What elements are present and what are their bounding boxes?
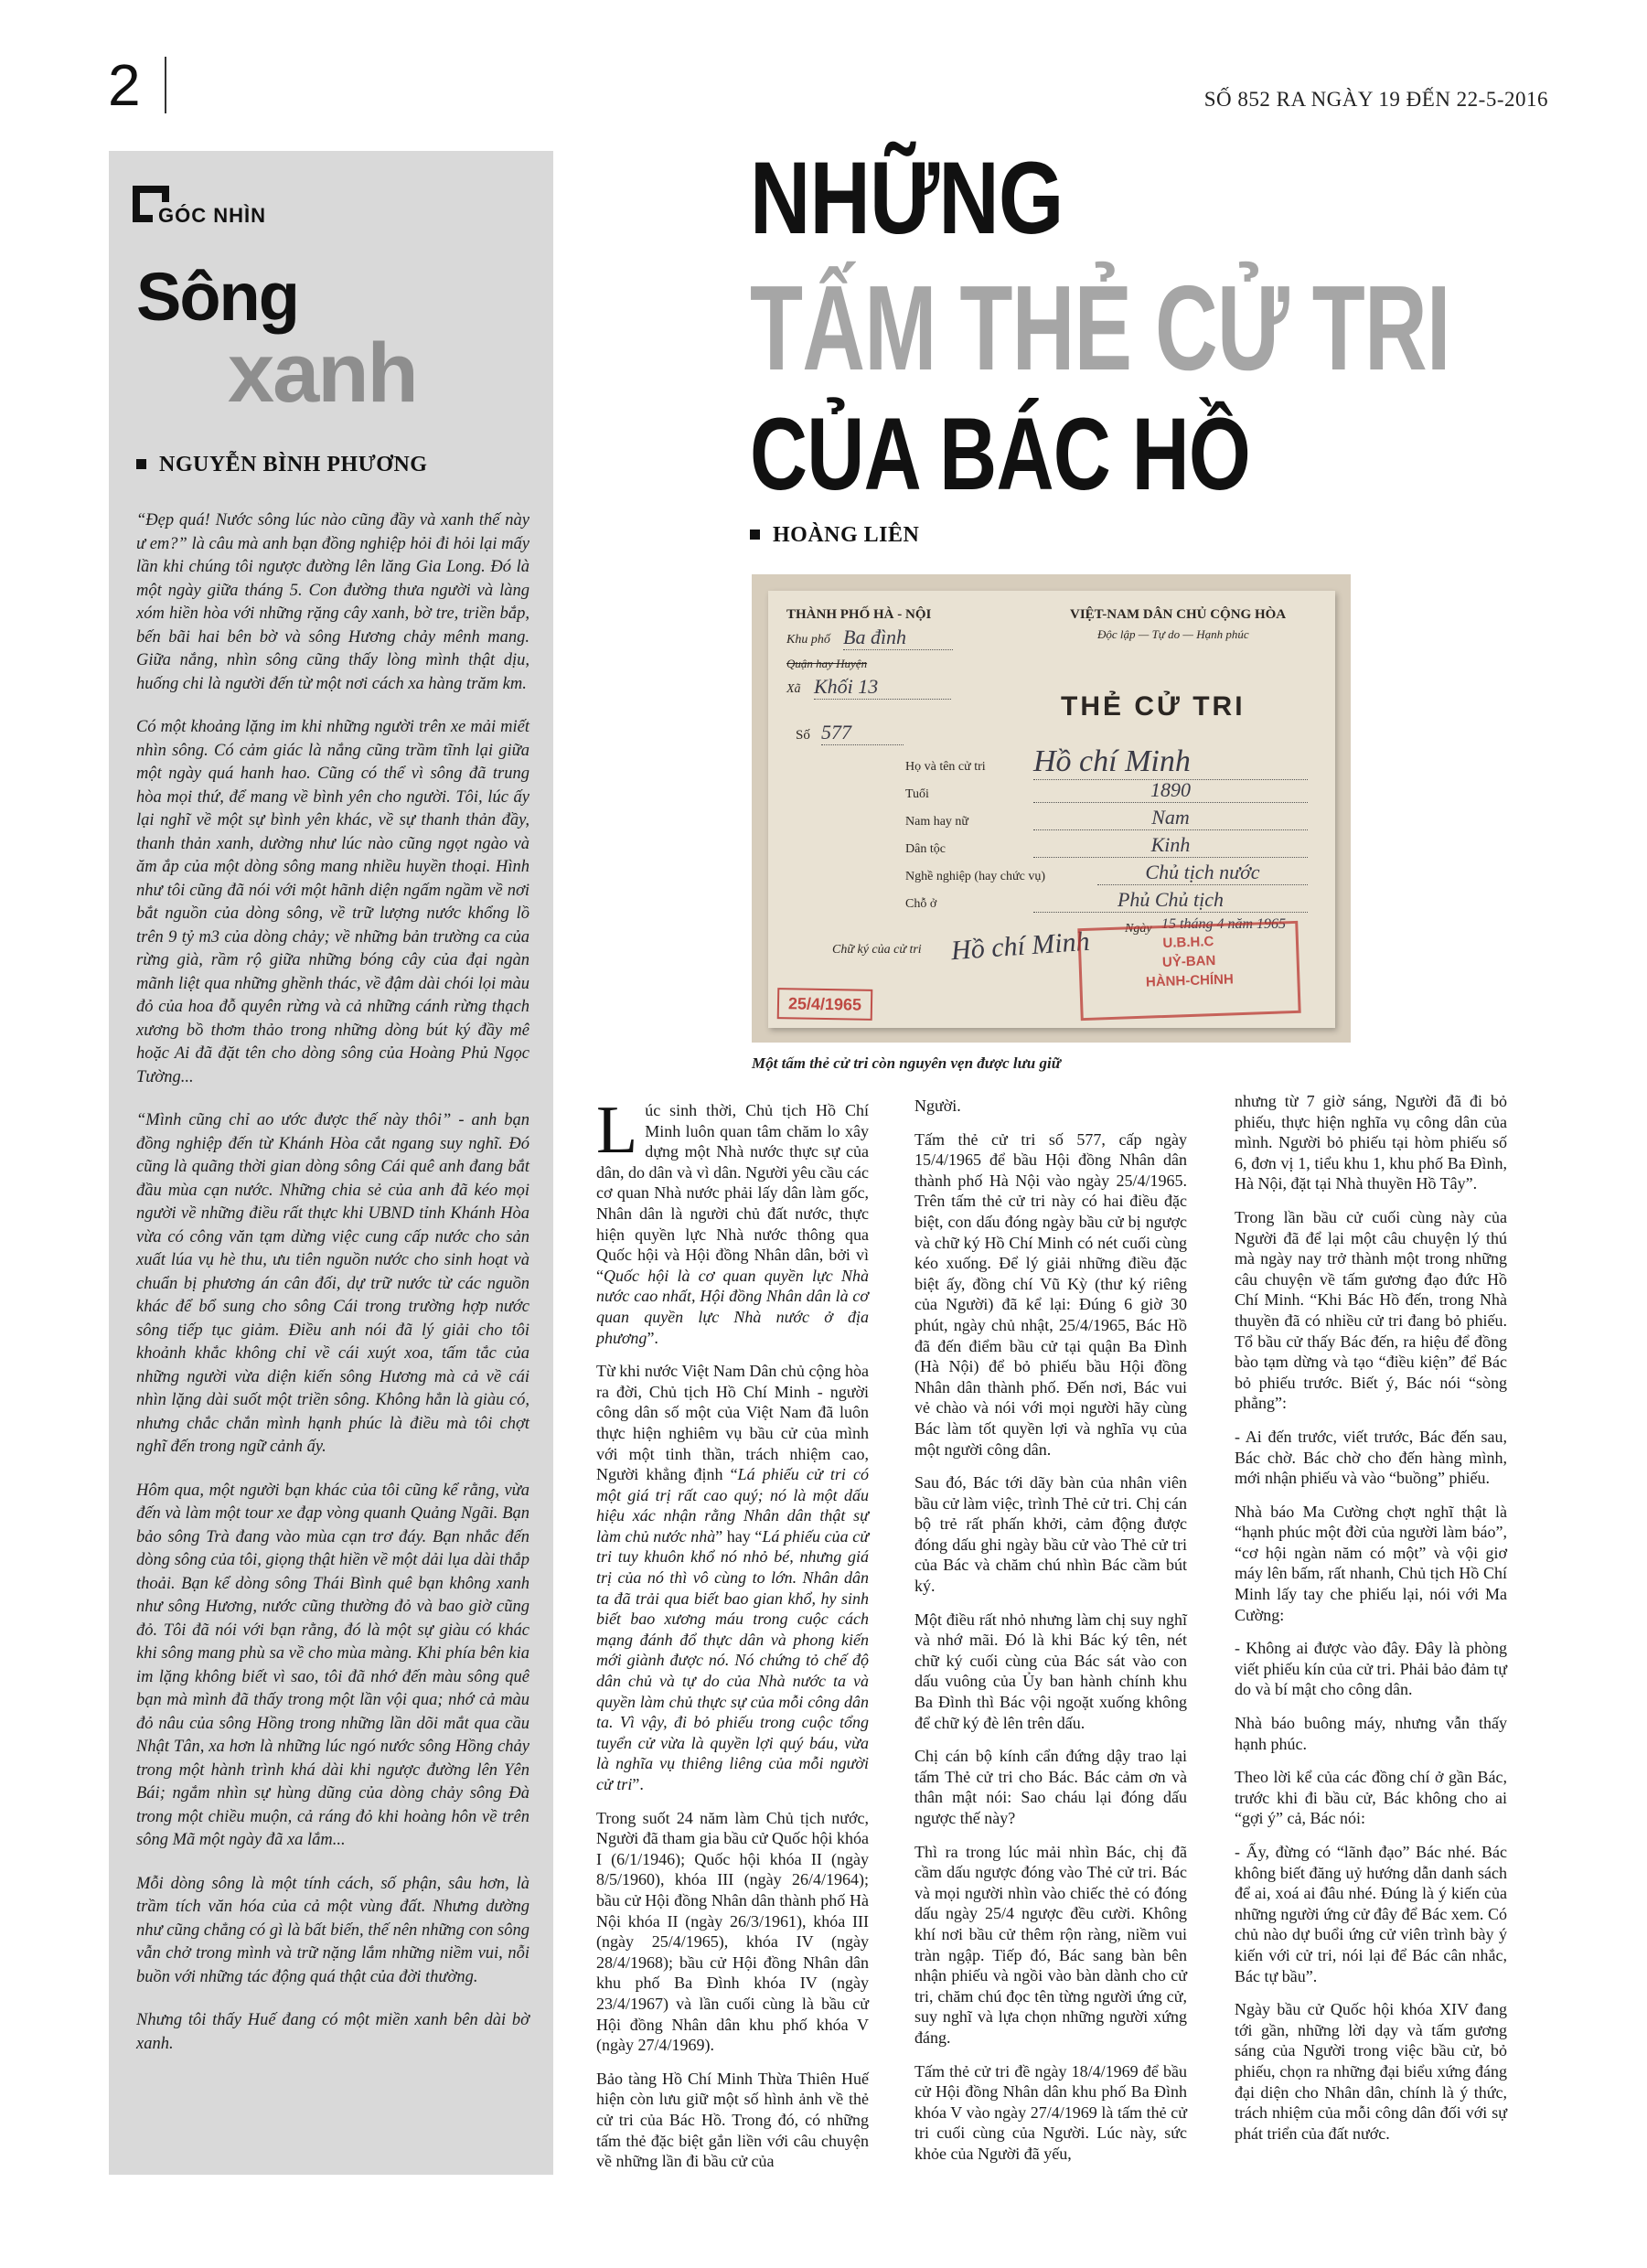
article-paragraph: Theo lời kể của các đồng chí ở gần Bác, trước khi đi bầu cử, Bác không cho ai “gợi ý” cả, Bác nói:: [1235, 1768, 1507, 1828]
article-paragraph: - Ấy, đừng có “lãnh đạo” Bác nhé. Bác không biết đăng uỷ hướng dẫn danh sách để ai, xoá ai đâu nhé. Đúng là ý kiến của những người ứng cử đây để Bác xem. Có chủ nào dự buổi ứng cử viên trình bày ý kiến với cử tri, nói lại để Bác cân nhắc, Bác tự bầu”.: [1235, 1843, 1507, 1985]
card-quan-label: Quận hay Huyện: [786, 657, 868, 670]
article-column-2: [914, 1096, 1187, 2177]
sidebar-paragraph: Có một khoảng lặng im khi những người trên xe mải miết nhìn sông. Có cảm giác là nắng cũng trầm tĩnh lại giữa một ngày quá hanh hao. Cũng có thể vì sông đã trung hòa mọi thứ, để mang về bình yên cho người. Tôi, lúc ấy lại nghĩ về một sự bình yên khác, về sự thanh thản đầy, thanh thản xanh, dường như lúc nào cũng ngọt ngào và ăm ắp của một dòng sông mang nhiều huyền thoại. Hình như tôi cũng đã nói với một hãnh diện ngấm ngầm về nơi bắt nguồn của dòng sông, về trữ lượng nước khổng lồ trên 9 tỷ m3 của dòng chảy; về những bản trường ca của rừng già, rầm rộ giữa những bóng cây của đại ngàn mãnh liệt qua những ghềnh thác, về đậm dài chói lọi màu đỏ của hoa đỗ quyên rừng và cả những cánh rừng thạch xương bồ thơm thảo trong những dòng bút ký đầy mê hoặc Ai đã đặt tên cho dòng sông của Hoàng Phủ Ngọc Tường...: [136, 718, 529, 1086]
card-address-value: Phủ Chủ tịch: [1033, 888, 1308, 913]
bullet-square-icon: [136, 459, 146, 469]
sidebar-paragraph: “Đẹp quá! Nước sông lúc nào cũng đầy và xanh thế này ư em?” là câu mà anh bạn đồng nghiệp hỏi đi hỏi lại mấy lần khi chúng tôi ngược đường lên lăng Gia Long. Đó là một ngày giữa tháng 5. Con đường thưa người và làng xóm hiền hòa với những rặng cây xanh, bờ tre, triền bắp, bến bãi hai bên bờ và sông Hương chảy mênh mang. Giữa nắng, nhìn sông cũng thấy lòng mình thật dịu, huống chi là người đến từ một nơi cách xa hàng trăm km.: [136, 511, 529, 693]
article-paragraph: Ngày bầu cử Quốc hội khóa XIV đang tới gần, những lời dạy và tấm gương sáng của Người trong việc bầu cử, bỏ phiếu, chọn ra những đại biểu xứng đáng đại diện cho Nhân dân, chính là ý thức, trách nhiệm của mỗi công dân đối với sự phát triển của đất nước.: [1235, 2000, 1507, 2143]
quote-text: Lá phiếu cử tri có một giá trị rất cao quý; nó là một dấu hiệu xác nhận rằng Nhân dân thật sự làm chủ nước nhà: [596, 1465, 869, 1546]
card-name-value: Hồ chí Minh: [1033, 744, 1308, 780]
article-paragraph: - Không ai được vào đây. Đây là phòng viết phiếu kín của cử tri. Phải bảo đảm tự do và bí mật cho công dân.: [1235, 1639, 1507, 1699]
article-paragraph: Bảo tàng Hồ Chí Minh Thừa Thiên Huế hiện còn lưu giữ một số hình ảnh về thẻ cử tri của Bác Hồ. Trong đó, có những tấm thẻ đặc biệt gắn liền với câu chuyện về những lần đi bầu cử của: [596, 2069, 869, 2171]
stamp-line-2: UỶ-BAN: [1161, 952, 1216, 971]
text-run: ”.: [632, 1775, 644, 1793]
drop-cap: L: [596, 1093, 638, 1168]
voter-card: [768, 591, 1335, 1028]
card-date-label: Ngày: [1125, 922, 1152, 936]
article-paragraph: [596, 1361, 869, 1794]
card-number-value: 577: [821, 721, 904, 745]
signature: Hồ chí Minh: [949, 925, 1091, 967]
card-age-value: 1890: [1033, 778, 1308, 803]
article-paragraph: Chị cán bộ kính cẩn đứng dậy trao lại tấm Thẻ cử tri cho Bác. Bác cảm ơn và thân mật nói: Sao cháu lại đóng dấu ngược thế này?: [914, 1747, 1187, 1827]
voter-card-photo: [752, 574, 1351, 1043]
text-run: Từ khi nước Việt Nam Dân chủ cộng hòa ra đời, Chủ tịch Hồ Chí Minh - người công dân số một của Việt Nam đã luôn thực hiện nghiêm vụ bầu cử của mình với một tinh thần, trách nhiệm cao, Người khẳng định “: [596, 1362, 869, 1484]
article-title-line-3: CỦA BÁC HỒ: [750, 397, 1251, 511]
article-paragraph: nhưng từ 7 giờ sáng, Người đã đi bỏ phiếu, thực hiện nghĩa vụ công dân của mình. Người bỏ phiếu tại hòm phiếu số 6, đơn vị 1, tiểu khu 1, khu phố Ba Đình, Hà Nội, đặt tại Nhà thuyền Hồ Tây”.: [1235, 1092, 1507, 1193]
official-stamp: [1077, 921, 1300, 1021]
sidebar-body: [136, 509, 529, 2076]
sidebar-author-name: NGUYỄN BÌNH PHƯƠNG: [159, 453, 428, 476]
sidebar-paragraph: Mỗi dòng sông là một tính cách, số phận, sâu hơn, là trầm tích văn hóa của cả một vùng đất. Nhưng dường như cũng chẳng có gì là bất biến, thế nên những con sông vẫn chở trong mình và trữ nặng lắm những niềm vui, nỗi buồn với những tác động quá thật của đời thường.: [136, 1874, 529, 1986]
page-number-divider: [165, 57, 166, 113]
card-khu-pho-label: Khu phố: [786, 633, 830, 647]
section-label: GÓC NHÌN: [153, 202, 270, 228]
issue-line: SỐ 852 RA NGÀY 19 ĐẾN 22-5-2016: [1203, 88, 1548, 111]
article-paragraph: [596, 1093, 869, 1348]
article-column-3: [1235, 1091, 1507, 2156]
article-paragraph: Thì ra trong lúc mải nhìn Bác, chị đã cầm dấu ngược đóng vào Thẻ cử tri. Bác và mọi người nhìn vào chiếc thẻ có đóng dấu ngày 25/4 ngược đều cười. Không khí nơi bầu cử thêm rộn ràng, niềm vui tràn ngập. Tiếp đó, Bác sang bàn bên nhận phiếu và ngồi vào bàn dành cho cử tri, chăm chú đọc tên từng người ứng cử, suy nghĩ và lựa chọn những người xứng đáng.: [914, 1842, 1187, 2047]
sidebar-goc-nhin: [109, 151, 553, 2175]
card-job-label: Nghề nghiệp (hay chức vụ): [905, 870, 1045, 883]
bullet-square-icon: [750, 530, 760, 540]
sidebar-title-word-2: xanh: [228, 326, 417, 420]
article-paragraph: Sau đó, Bác tới dãy bàn của nhân viên bầu cử làm việc, trình Thẻ cử tri. Chị cán bộ trẻ rất phấn khởi, cảm động được đóng dấu ghi ngày bầu cử vào Thẻ cử tri của Bác và chăm chú nhìn Bác cầm bút ký.: [914, 1473, 1187, 1596]
article-paragraph: Tấm thẻ cử tri số 577, cấp ngày 15/4/1965 để bầu Hội đồng Nhân dân thành phố Hà Nội vào ngày 25/4/1965. Trên tấm thẻ cử tri này có hai điều đặc biệt, con dấu đóng ngày bầu cử bị ngược và chữ ký Hồ Chí Minh có nét cuối cùng kéo xuống. Để lý giải những điều đặc biệt ấy, đồng chí Vũ Kỳ (thư ký riêng của Người) đã kể lại: Đúng 6 giờ 30 phút, ngày chủ nhật, 25/4/1965, Bác Hồ đã đến điểm bầu cử tại quận Ba Đình (Hà Nội) để bỏ phiếu bầu Hội đồng Nhân dân thành phố. Đến nơi, Bác vui vẻ chào và nói với mọi người hãy cùng Bác làm tốt quyền lợi và nghĩa vụ của một người công dân.: [914, 1129, 1187, 1459]
card-right-header: VIỆT-NAM DÂN CHỦ CỘNG HÒA: [1070, 607, 1287, 622]
article-paragraph: Người.: [914, 1097, 961, 1115]
page-number: 2: [108, 52, 141, 118]
card-number-label: Số: [796, 728, 810, 743]
quote-text: Lá phiếu của cử tri tuy khuôn khổ nó nhỏ bé, nhưng giá trị của nó thì vô cùng to lớn. Nhân dân ta đã trải qua biết bao gian khổ, hy sinh biết bao xương máu trong cuộc cách mạng đánh đổ thực dân và phong kiến mới giành được nó. Nó chứng tỏ chế độ dân chủ và tự do của Nhà nước ta và quyền làm chủ thực sự của mỗi công dân ta. Vì vậy, đi bỏ phiếu trong cuộc tổng tuyển cử vừa là quyền lợi quý báu, vừa là nghĩa vụ thiêng liêng của mỗi người cử tri: [596, 1526, 870, 1793]
sidebar-author: [136, 453, 427, 477]
article-paragraph: - Ai đến trước, viết trước, Bác đến sau, Bác chờ. Bác chờ cho đến hàng mình, mới nhận phiếu và vào “buồng” phiếu.: [1235, 1427, 1507, 1488]
card-date-value: 15 tháng 4 năm 1965: [1161, 916, 1286, 932]
card-xa-label: Xã: [786, 682, 801, 696]
card-motto: Độc lập — Tự do — Hạnh phúc: [1097, 627, 1249, 641]
article-author: [750, 523, 919, 548]
quote-text: Quốc hội là cơ quan quyền lực Nhà nước cao nhất, Hội đồng Nhân dân là cơ quan quyền lực Nhà nước ở địa phương: [596, 1266, 869, 1347]
date-stamp: 25/4/1965: [777, 988, 873, 1021]
text-run: ” hay “: [715, 1526, 763, 1546]
article-title-line-2: TẤM THẺ CỬ TRI: [750, 261, 1450, 395]
article-title-line-1: NHỮNG: [750, 141, 1064, 255]
card-ethnic-value: Kinh: [1033, 833, 1308, 858]
sidebar-paragraph: “Mình cũng chỉ ao ước được thế này thôi” - anh bạn đồng nghiệp đến từ Khánh Hòa cắt ngang suy nghĩ. Đó cũng là quãng thời gian dòng sông Cái quê anh đang bắt đầu mùa cạn nước. Những chia sẻ của anh đã kéo mọi người về những điều rất thực khi UBND tỉnh Khánh Hòa vừa có công văn tạm dừng việc cung cấp nước cho sản xuất lúa vụ hè thu, ưu tiên nguồn nước cho sinh hoạt và chuẩn bị phương án cân đối, dự trữ nước từ các nguồn khác để bổ sung cho sông Cái trong trường hợp nước sông tiếp tục giảm. Điều anh nói đã lý giải cho tôi khoảnh khắc không chỉ về cái xuýt xoa, tấm tắc của những người vừa diện kiến sông Hương mà cả về cái nhìn lặng dài suốt một triền sông. Không hẳn là giàu có, nhưng chắc chắn mình hạnh phúc là điều mà tôi chợt nghĩ đến trong ngữ cảnh ấy.: [136, 1111, 529, 1456]
card-sex-value: Nam: [1033, 806, 1308, 830]
card-address-label: Chỗ ở: [905, 897, 937, 911]
card-job-value: Chủ tịch nước: [1097, 861, 1308, 885]
card-sex-label: Nam hay nữ: [905, 815, 969, 829]
article-paragraph: Nhà báo Ma Cường chợt nghĩ thật là “hạnh phúc một đời của người làm báo”, “cơ hội ngàn năm có một” và vội giơ máy lên bấm, rất nhanh, Chủ tịch Hồ Chí Minh lấy tay che phiếu lại, nói với Ma Cường:: [1235, 1502, 1507, 1624]
article-paragraph: Nhà báo buông máy, nhưng vẫn thấy hạnh phúc.: [1235, 1714, 1507, 1753]
article-paragraph: Một điều rất nhỏ nhưng làm chị suy nghĩ và nhớ mãi. Đó là khi Bác ký tên, nét chữ ký cuối cùng của Bác sát vào con dấu vuông của Ủy ban hành chính khu Ba Đình thì Bác vội ngoặt xuống không để chữ ký đè lên trên dấu.: [914, 1610, 1187, 1732]
sidebar-title-word-1: Sông: [136, 259, 298, 335]
article-paragraph: Tấm thẻ cử tri đề ngày 18/4/1969 để bầu cử Hội đồng Nhân dân khu phố Ba Đình khóa V vào ngày 27/4/1969 là tấm thẻ cử tri cuối cùng của Người. Lúc này, sức khỏe của Người đã yếu,: [914, 2061, 1187, 2163]
card-signature-label: Chữ ký của cử tri: [832, 943, 922, 957]
card-title: THẺ CỬ TRI: [1061, 691, 1246, 722]
article-author-name: HOÀNG LIÊN: [773, 523, 920, 547]
card-khu-pho-value: Ba đình: [843, 626, 953, 650]
card-ethnic-label: Dân tộc: [905, 842, 946, 856]
text-run: úc sinh thời, Chủ tịch Hồ Chí Minh luôn quan tâm chăm lo xây dựng một Nhà nước thực sự của dân, do dân và vì dân. Người yêu cầu các cơ quan Nhà nước phải lấy dân làm gốc, Nhân dân là người chủ đất nước, thực hiện quyền lực Nhà nước thông qua Quốc hội và Hội đồng Nhân dân, bởi vì “: [596, 1101, 869, 1285]
article-paragraph: Trong suốt 24 năm làm Chủ tịch nước, Người đã tham gia bầu cử Quốc hội khóa I (6/1/1946); Quốc hội khóa II (ngày 8/5/1960), khóa III (ngày 26/4/1964); bầu cử Hội đồng Nhân dân thành phố Hà Nội khóa II (ngày 26/3/1961), khóa III (ngày 25/4/1965), khóa IV (ngày 28/4/1968); bầu cử Hội đồng Nhân dân khu phố Ba Đình khóa IV (ngày 23/4/1967) và lần cuối cùng là bầu cử Hội đồng Nhân dân khu phố khóa V (ngày 27/4/1969).: [596, 1808, 869, 2055]
article-paragraph: Trong lần bầu cử cuối cùng này của Người đã để lại một câu chuyện lý thú mà ngày nay trở thành một trong những câu chuyện về tấm gương đạo đức Hồ Chí Minh. “Khi Bác Hồ đến, trong Nhà thuyền đã có nhiều cử tri đang bỏ phiếu. Tổ bầu cử thấy Bác đến, ra hiệu để đồng bào tạm dừng và tạo “điều kiện” để Bác bỏ phiếu trước. Biết ý, Bác nói “sòng phẳng”:: [1235, 1207, 1507, 1413]
card-name-label: Họ và tên cử tri: [905, 760, 986, 774]
sidebar-paragraph: Nhưng tôi thấy Huế đang có một miền xanh bên dài bờ xanh.: [136, 2011, 529, 2053]
card-xa-value: Khối 13: [814, 675, 951, 700]
photo-caption: Một tấm thẻ cử tri còn nguyên vẹn được lưu giữ: [752, 1054, 1061, 1072]
stamp-line-3: HÀNH-CHÍNH: [1145, 971, 1235, 990]
article-column-1: [596, 1093, 870, 2185]
text-run: ”.: [647, 1328, 658, 1347]
card-left-header: THÀNH PHỐ HÀ - NỘI: [786, 607, 932, 622]
sidebar-paragraph: Hôm qua, một người bạn khác của tôi cũng kể rằng, vừa đến và làm một tour xe đạp vòng quanh Quảng Ngãi. Bạn bảo sông Trà đang vào mùa cạn trơ đáy. Bạn nhắc đến dòng sông của tôi, giọng thật hiền về một dải lụa dài thắp thoải. Bạn kể dòng sông Thái Bình quê bạn không xanh như sông Hương, nước cũng thường đỏ và bao giờ cũng đỏ. Tôi đã nói với bạn rằng, đó là một sự giàu có khác khi sông mang phù sa về cho mùa màng. Khi phía bên kia im lặng không biết vì sao, tôi đã nhớ đến màu sông quê bạn mà mình đã thấy trong một lần vội qua; nhớ cả màu đỏ nâu của sông Hồng trong những lần dõi mắt qua cầu Nhật Tân, xa hơn là những lúc ngó nước sông Hồng chảy trong một hành trình khá dài khi ngược đường lên Yên Bái; ngắm nhìn sự hùng dũng của dòng chảy sông Đà trong một chiều muộn, cả ráng đỏ khi hoàng hôn về trên sông Mã một ngày đã xa lắm...: [136, 1481, 529, 1849]
card-age-label: Tuổi: [905, 787, 929, 801]
stamp-line-1: U.B.H.C: [1162, 934, 1214, 951]
